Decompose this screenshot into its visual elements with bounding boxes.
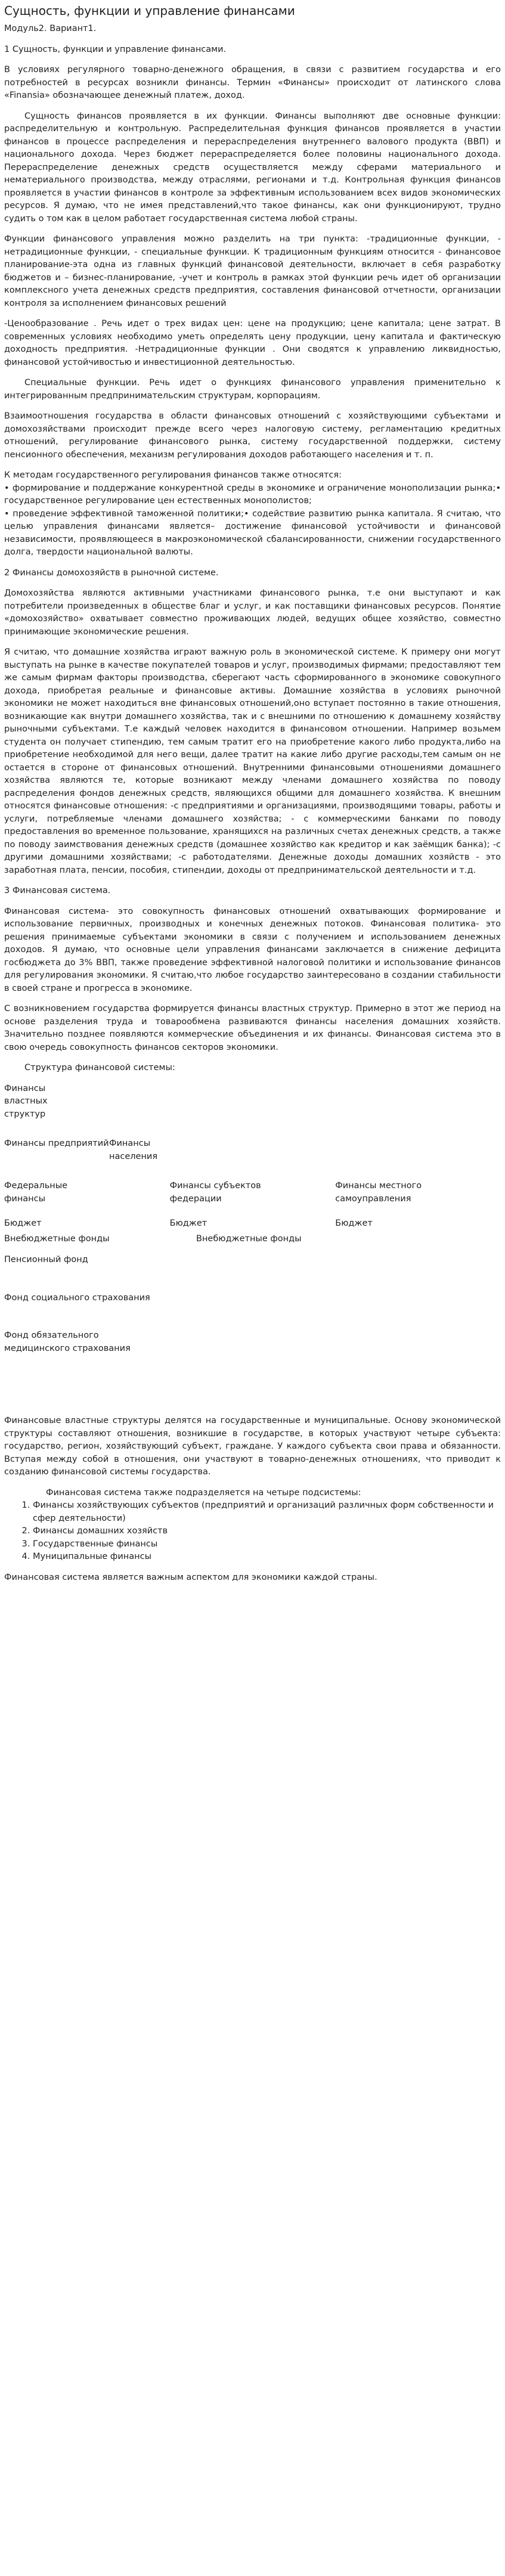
- struct-power-finances: Финансы властных структур: [4, 1083, 48, 1119]
- module-label: Модуль2. Вариант1.: [4, 24, 97, 33]
- paragraph-pricing: -Ценообразование . Речь идет о трех видах цен: цене на продукцию; цене капитала; цене затрат. В современных условиях необходимо уметь определять цену продукции, цену капитала и фактическую доходность предприятия. -Нетрадиционные функции . Они сводятся к управлению ликвидностью, финансовой устойчивостью и инвестиционной деятельностью.: [4, 319, 501, 367]
- struct-offbudget-subject: Внебюджетные фонды: [196, 1233, 302, 1244]
- methods-block: [4, 469, 501, 559]
- struct-row-levels: [4, 1180, 501, 1205]
- struct-social-fund: Фонд социального страхования: [4, 1292, 150, 1303]
- list-item: 2. Финансы домашних хозяйств: [33, 1525, 501, 1538]
- struct-medical-fund: Фонд обязательного медицинского страхования: [4, 1331, 131, 1353]
- section-3-heading: 3 Финансовая система.: [4, 886, 111, 895]
- struct-population-finances: Финансы населения: [109, 1139, 158, 1161]
- paragraph-power-structures: Финансовые властные структуры делятся на государственные и муниципальные. Основу экономической структуры составляют отношения, возникшие в государстве, в которых участвуют четыре субъекта: государство, регион, хозяйствующий субъект, граждане. У каждого субъекта свои права и обязанности. Вступая между собой в отношения, они участвуют в товарно-денежных отношениях, что приводит к созданию финансовой системы государства.: [4, 1416, 501, 1477]
- struct-row-offbudget: [4, 1233, 501, 1246]
- paragraph-financial-system: Финансовая система- это совокупность финансовых отношений охватывающих формирование и использование первичных, производных и конечных денежных потоков. Финансовая политика- это решения принимаемые субъектами экономики в связи с получением и использованием денежных доходов. Я думаю, что основные цели управления финансами заключается в снижение дефицита госбюджета до 3% ВВП, также проведение эффективной налоговой политики и использование финансов для регулирования экономики. Я считаю,что любое государство заинтересовано в создании стабильности в своей стране и прогресса в экономике.: [4, 906, 501, 993]
- page-title: Сущность, функции и управление финансами: [4, 4, 295, 18]
- list-item: 4. Муниципальные финансы: [33, 1551, 501, 1564]
- paragraph-state-relations: Взаимоотношения государства в области финансовых отношений с хозяйствующими субъектами и домохозяйствами происходит прежде всего через налоговую систему, регламентацию кредитных отношений, регулирование финансового рынка, систему государственной поддержки, систему пенсионного обеспечения, механизм регулирования доходов работающего населения и т. п.: [4, 411, 501, 460]
- struct-pension-fund: Пенсионный фонд: [4, 1255, 88, 1264]
- methods-intro: К методам государственного регулирования финансов также относятся:: [4, 470, 342, 480]
- struct-budget-subject: Бюджет: [169, 1219, 207, 1228]
- struct-row-budgets: [4, 1217, 501, 1230]
- section-2-heading: 2 Финансы домохозяйств в рыночной системе.: [4, 568, 219, 578]
- struct-offbudget-federal: Внебюджетные фонды: [4, 1233, 110, 1244]
- subsystems-intro: Финансовая система также подразделяется на четыре подсистемы:: [46, 1487, 361, 1498]
- section-1-heading: 1 Сущность, функции и управление финансами.: [4, 44, 227, 54]
- list-item: 3. Государственные финансы: [33, 1538, 501, 1551]
- struct-enterprise-finances: Финансы предприятий: [4, 1139, 109, 1148]
- struct-subject-finances: Финансы субъектов федерации: [169, 1181, 261, 1204]
- paragraph-finance-functions: Сущность финансов проявляется в их функции. Финансы выполняют две основные функции: распределительную и контрольную. Распределительная функция финансов проявляется в участии финансов в процессе распределения и перераспределения внутреннего валового продукта (ВВП) и национального дохода. Через бюджет перераспределяется более половины национального дохода. Перераспределение денежных средств осуществляется между сферами материального и нематериального производства, между отраслями, регионами и т.д. Контрольная функция финансов проявляется в участии финансов в контроле за эффективным использованием всех видов экономических ресурсов. Я думаю, что не имея представлений,что такое финансы, как они функционируют, трудно судить о том как в целом работает государственная система любой страны.: [4, 111, 501, 224]
- paragraph-household-role: Я считаю, что домашние хозяйства играют важную роль в экономической системе. К примеру они могут выступать на рынке в качестве покупателей товаров и услуг, производимых фирмами; предоставляют тем же самым фирмам факторы производства, сберегают часть сформированного в экономике совокупного дохода, приобретая реальные и финансовые активы. Домашние хозяйства в условиях рыночной экономики не может находиться вне финансовых отношений,оно вступает постоянно в такие отношения, возникающие как внутри домашнего хозяйства, так и с внешними по отношению к домашнему хозяйству рыночными субъектами. Т.е каждый человек находится в финансовом отношении. Например возьмем студента он получает стипендию, тем самым тратит его на приобретение какого либо продукта,либо на приобретение необходимой для него вещи, далее тратит на какие либо другие расходы,тем самым он не остается в стороне от финансовых отношений. Внутренними финансовыми отношениями домашнего хозяйства являются те, которые возникают между членами домашнего хозяйства по поводу распределения фондов денежных средств, являющихся общими для домашнего хозяйства. К внешним относятся финансовые отношения: -с предприятиями и организациями, производящими товары, работы и услуги, потребляемые членами домашнего хозяйства; - с коммерческими банками по поводу предоставления во временное пользование, хранящихся на различных счетах денежных средств, а также по поводу заимствования денежных средств (домашнее хозяйство как кредитор и как заёмщик банка); -с другими домашними хозяйствами; -с работодателями. Денежные доходы домашних хозяйств - это заработная плата, пенсии, пособия, стипендии, доходы от предпринимательской деятельности и т.д.: [4, 647, 501, 875]
- paragraph-finance-origin: В условиях регулярного товарно-денежного обращения, в связи с развитием государства и его потребностей в ресурсах возникли финансы. Термин «Финансы» происходит от латинского слова «Finansia» обозначающее денежный платеж, доход.: [4, 65, 501, 100]
- subsystems-list: [4, 1499, 501, 1564]
- methods-list: • формирование и поддержание конкурентной среды в экономике и ограничение монополизации рынка;• государственное регулирование цен естественных монополистов;: [4, 483, 501, 506]
- paragraph-special-functions: Специальные функции. Речь идет о функциях финансового управления применительно к интегрированным предпринимательским структурам, корпорациям.: [4, 378, 501, 401]
- paragraph-management-functions: Функции финансового управления можно разделить на три пункта: -традиционные функции, - нетрадиционные функции, - специальные функции. К традиционным функциям относится - финансовое планирование-эта одна из главных функций финансовой деятельности, включает в себя разработку бюджетов и – бизнес-планирование, -учет и контроль в рамках этой функции речь идет об организации комплексного учета денежных средств предприятия, составления финансовой отчетности, организации контроля за исполнением финансовых решений: [4, 234, 501, 308]
- structure-heading: Структура финансовой системы:: [24, 1063, 175, 1072]
- struct-row-enterprises-population: [4, 1137, 501, 1163]
- struct-federal-finances: Федеральные финансы: [4, 1181, 68, 1204]
- methods-list-2: • проведение эффективной таможенной политики;• содействие развитию рынка капитала. Я считаю, что целью управления финансами является– достижение финансовой устойчивости и финансовой независимости, проявляющееся в макроэкономической сбалансированности, снижении государственного долга, твердости национальной валюты.: [4, 509, 501, 557]
- struct-budget-federal: Бюджет: [4, 1219, 42, 1228]
- conclusion: Финансовая система является важным аспектом для экономики каждой страны.: [4, 1572, 377, 1582]
- struct-local-finances: Финансы местного самоуправления: [335, 1181, 422, 1204]
- list-item: 1. Финансы хозяйствующих субъектов (предприятий и организаций различных форм собственности и сфер деятельности): [33, 1499, 501, 1525]
- struct-budget-local: Бюджет: [335, 1219, 373, 1228]
- paragraph-households: Домохозяйства являются активными участниками финансового рынка, т.е они выступают и как потребители произведенных в обществе благ и услуг, и как поставщики финансовых ресурсов. Понятие «домохозяйство» охватывает совместно проживающих людей, ведущих общее хозяйство, совместно принимающие экономические решения.: [4, 588, 501, 637]
- paragraph-state-formation: С возникновением государства формируется финансы властных структур. Примерно в этот же период на основе разделения труда и товарообмена развиваются финансы населения домашних хозяйств. Значительно позднее появляются коммерческие объединения и их финансы. Финансовая система это в свою очередь совокупность финансов секторов экономики.: [4, 1004, 501, 1052]
